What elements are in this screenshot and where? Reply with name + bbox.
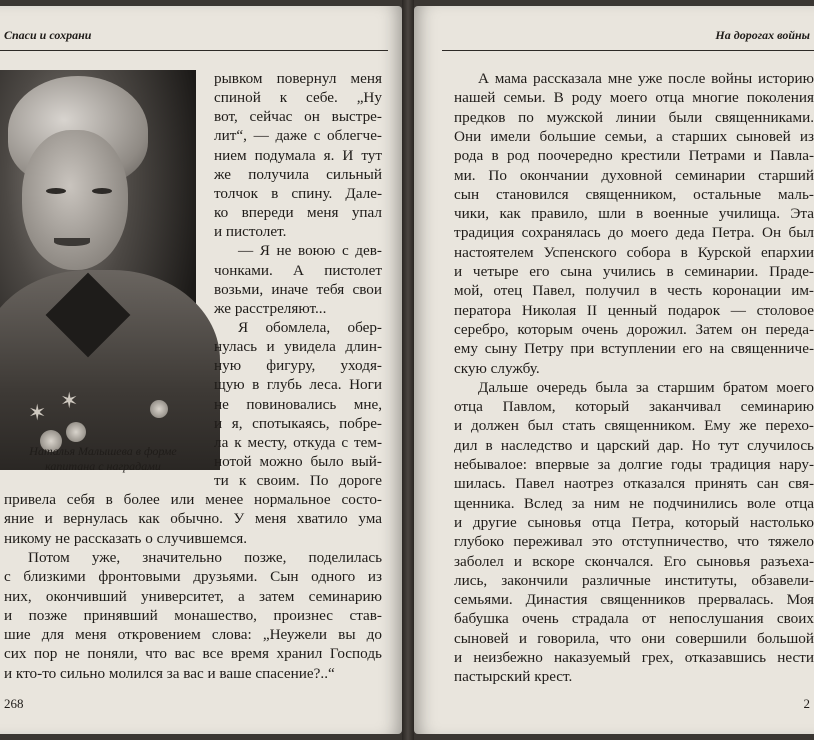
- text-line: А мама рассказала мне уже после войны историю: [478, 70, 814, 87]
- text-line: ла к месту, откуда с тем-: [214, 433, 382, 451]
- text-line: Дальше очередь была за старшим братом моего: [478, 378, 814, 396]
- text-line: сих пор не поняли, что вас все время хранил Господь: [4, 645, 382, 663]
- text-line: и четыре его сына учились в семинарии. Праде-: [454, 263, 814, 280]
- text-line: Они имели большие семьи, а старших сыновей из: [454, 127, 814, 145]
- text-line: и другие сыновья отца Петра, который настолько: [454, 513, 814, 531]
- text-line: настоятелем Успенского собора в Курской епархии: [454, 243, 814, 261]
- text-line: и неизбежно наказуемый грех, отказавшись нести: [454, 649, 814, 666]
- text-line: ми. По окончании духовной семинарии старший: [454, 166, 814, 184]
- photo-caption: Наталья Малышева в форме капитана с наградами: [29, 444, 177, 473]
- text-line: же расстреляют...: [214, 299, 327, 317]
- left-running-head: Спаси и сохрани: [4, 28, 92, 42]
- left-page: [0, 6, 402, 734]
- text-line: и позже принявший монашество, произнес став-: [4, 606, 382, 624]
- text-line: лись, закончили различные институты, обзавели-: [454, 571, 814, 589]
- text-line: и пистолет.: [214, 223, 287, 241]
- text-line: нашей семьи. В роду моего отца многие поколения: [454, 89, 814, 107]
- text-line: щенника. Вслед за ним не подчинились воле отца: [454, 494, 814, 512]
- text-line: ко впереди меня упал: [214, 204, 382, 222]
- text-line: никому не рассказать о случившемся.: [4, 529, 248, 547]
- text-line: лит“, — даже с облегче-: [214, 127, 382, 145]
- right-page: [414, 6, 814, 734]
- right-header-rule: [442, 50, 814, 51]
- text-line: щую в глубь леса. Ноги: [214, 376, 382, 394]
- text-line: дил в наследство и царский дар. Но тут случилось: [454, 436, 814, 454]
- left-page-number: 268: [4, 696, 24, 711]
- text-line: ператора Николая II ценный подарок — столовое: [454, 301, 814, 319]
- text-line: и должен был стать священником. Ему же перехо-: [454, 417, 814, 435]
- text-line: — Я не воюю с дев-: [238, 242, 382, 260]
- text-line: ему сыну Петру при вступлении его на священниче-: [454, 340, 814, 358]
- text-line: Я обомлела, обер-: [238, 318, 382, 336]
- text-line: серебро, которым очень дорожил. Затем он переда-: [454, 320, 814, 338]
- text-line: ную фигуру, уходя-: [214, 357, 382, 375]
- text-line: вот, сейчас он выстре-: [214, 108, 382, 126]
- text-line: отца Павлом, который заканчивал семинарию: [454, 398, 814, 416]
- text-line: небывалое: впервые за долгие годы традиция нару-: [454, 456, 814, 473]
- text-line: толчок в спину. Дале-: [214, 184, 382, 202]
- right-running-head: На дорогах войны: [715, 28, 810, 42]
- right-page-number: 2: [803, 696, 810, 711]
- text-line: ти к своим. По дороге: [214, 472, 382, 490]
- text-line: Потом уже, значительно позже, поделилась: [28, 548, 382, 566]
- text-line: сыновей и говорила, что они совершили большой: [454, 629, 814, 647]
- text-line: чонками. А пистолет: [214, 261, 382, 279]
- text-line: них, окончивший университет, а затем семинарию: [4, 587, 382, 605]
- text-line: семьями. Династия священников прервалась. Моя: [454, 591, 814, 609]
- text-line: не повиновались мне,: [214, 395, 382, 413]
- text-line: шилась. Павел наотрез отказался принять сан свя-: [454, 475, 814, 493]
- text-line: рода в род поочередно крестили Петрами и Павла-: [454, 147, 814, 165]
- text-line: предков по мужской линии были священниками.: [454, 108, 814, 126]
- text-line: и кто-то сильно молился за вас и ваше спасение?..“: [4, 664, 335, 682]
- text-line: рывком повернул меня: [214, 70, 382, 87]
- text-line: бабушка очень страдала от непослушания своих: [454, 610, 814, 628]
- text-line: яние и вернулась как обычно. У меня хватило ума: [4, 510, 382, 528]
- text-line: скую службу.: [454, 359, 540, 377]
- text-line: спиной к себе. „Ну: [214, 89, 382, 107]
- left-header-rule: [0, 50, 388, 51]
- text-line: привела себя в более или менее нормальное состо-: [4, 491, 382, 508]
- text-line: мой, отец Павел, получил в честь коронации им-: [454, 282, 814, 300]
- text-line: традиция сохранялась до моего деда Петра. Он был: [454, 224, 814, 242]
- text-line: пастырский крест.: [454, 668, 573, 686]
- book-gutter: [402, 0, 414, 740]
- text-line: сын становился священником, остальные маль-: [454, 185, 814, 203]
- text-line: шие для меня откровением слова: „Неужели вы до: [4, 626, 382, 644]
- text-line: нием подумала я. И тут: [214, 146, 382, 164]
- text-line: чики, как правило, шли в военные училища. Эта: [454, 205, 814, 223]
- text-line: глубоко переживал это отступничество, что тяжело: [454, 533, 814, 551]
- text-line: нулась и увидела длин-: [214, 338, 382, 356]
- text-line: нотой можно было вый-: [214, 453, 382, 470]
- text-line: возьми, иначе тебя свои: [214, 280, 382, 298]
- text-line: с близкими фронтовыми друзьями. Сын одного из: [4, 568, 382, 586]
- text-line: заболел и вскоре скончался. Его сыновья разъеха-: [454, 552, 814, 570]
- text-line: и я, спотыкаясь, побре-: [214, 414, 382, 432]
- portrait-photo: ✶ ✶: [0, 70, 196, 436]
- text-line: же получила сильный: [214, 165, 382, 183]
